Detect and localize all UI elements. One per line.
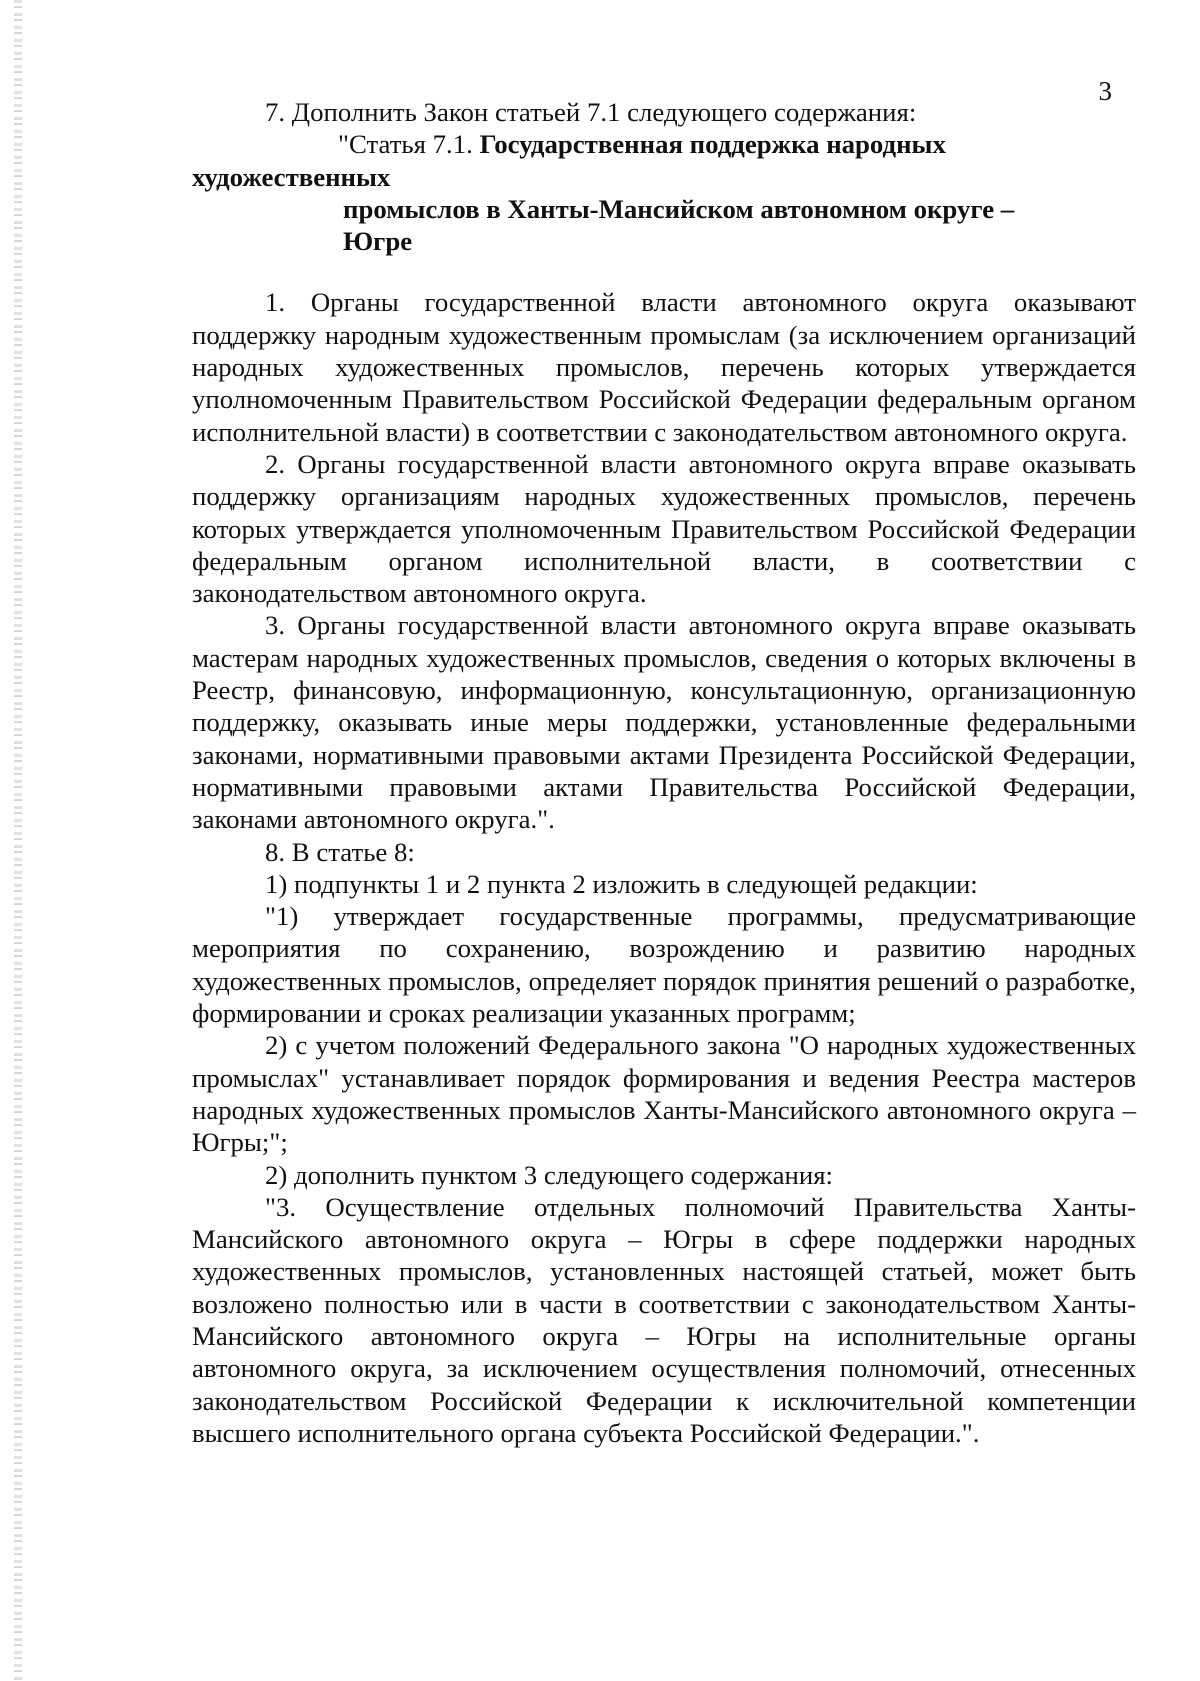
paragraph-2: 2. Органы государственной власти автономного округа вправе оказывать поддержку организациям народных художественных промыслов, перечень которых утверждается уполномоченным Правительством Российской Федерации федеральным органом исполнительной власти, в соответствии с законодательством автономного округа. [192, 448, 1136, 609]
page-number: 3 [1098, 76, 1112, 106]
document-body [192, 96, 1136, 1449]
article-heading [192, 128, 1136, 257]
amendment-intro: 7. Дополнить Закон статьей 7.1 следующего содержания: [265, 97, 917, 127]
paragraph-5: 1) подпункты 1 и 2 пункта 2 изложить в следующей редакции: [265, 868, 978, 899]
paragraph-1: 1. Органы государственной власти автономного округа оказывают поддержку народным художественным промыслам (за исключением организаций народных художественных промыслов, перечень которых утверждается уполномоченным Правительством Российской Федерации федеральным органом исполнительной власти) в соответствии с законодательством автономного округа. [192, 287, 1136, 447]
article-title-line2: промыслов в Ханты-Мансийском автономном округе – [343, 193, 1015, 224]
paragraph-7: 2) с учетом положений Федерального закона "О народных художественных промыслах" устанавливает порядок формирования и ведения Реестра мастеров народных художественных промыслов Ханты-Мансийского автономного округа – Югры;"; [192, 1030, 1136, 1158]
article-title-line3: Югре [343, 226, 413, 257]
article-label: "Статья 7.1. [338, 129, 473, 160]
article-heading-line1 [192, 128, 1136, 193]
paragraph-8: 2) дополнить пунктом 3 следующего содержания: [265, 1159, 833, 1190]
paragraph-6: "1) утверждает государственные программы, предусматривающие мероприятия по сохранению, возрождению и развитию народных художественных промыслов, определяет порядок принятия решений о разработке, формировании и сроках реализации указанных программ; [192, 901, 1136, 1029]
paragraph-9: "3. Осуществление отдельных полномочий Правительства Ханты-Мансийского автономного округа – Югры в сфере поддержки народных художественных промыслов, установленных настоящей статьей, может быть возложено полностью или в части в соответствии с законодательством Ханты-Мансийского автономного округа – Югры на исполнительные органы автономного округа, за исключением осуществления полномочий, отнесенных законодательством Российской Федерации к исключительной компетенции высшего исполнительного органа субъекта Российской Федерации.". [192, 1191, 1136, 1448]
paragraph-3: 3. Органы государственной власти автономного округа вправе оказывать мастерам народных художественных промыслов, сведения о которых включены в Реестр, финансовую, информационную, консультационную, организационную поддержку, оказывать иные меры поддержки, установленные федеральными законами, нормативными правовыми актами Президента Российской Федерации, нормативными правовыми актами Правительства Российской Федерации, законами автономного округа.". [192, 610, 1136, 835]
article-title-line1: Государственная поддержка народных художественных [192, 129, 946, 192]
scan-edge-artifact [14, 0, 22, 1681]
paragraph-4: 8. В статье 8: [265, 836, 415, 867]
